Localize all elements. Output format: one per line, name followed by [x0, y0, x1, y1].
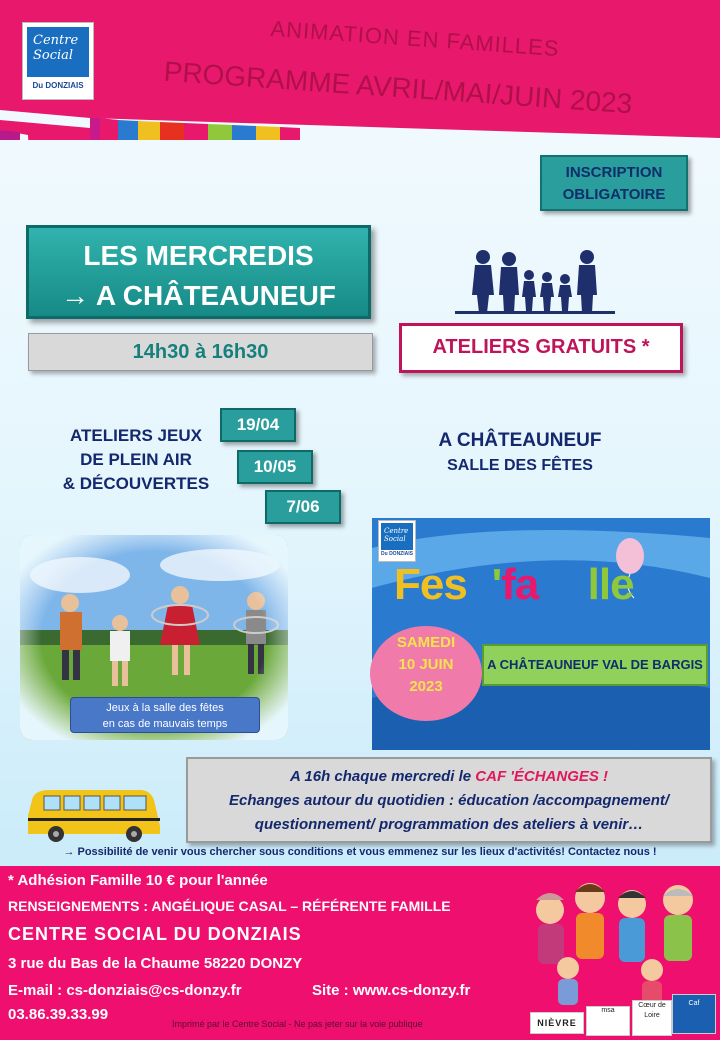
caf-logo: Caf	[672, 994, 716, 1034]
happy-family-illustration	[520, 870, 718, 1008]
caf-highlight: CAF 'ÉCHANGES !	[475, 768, 609, 785]
festi-title-part: mi	[538, 560, 588, 609]
footer-site[interactable]: Site : www.cs-donzy.fr	[312, 982, 471, 999]
inscription-line2: OBLIGATOIRE	[562, 186, 666, 203]
footer-adresse: 3 rue du Bas de la Chaume 58220 DONZY	[8, 955, 303, 972]
festi-date: 10 JUIN	[398, 656, 454, 673]
caf-line1: A 16h chaque mercredi le	[289, 768, 476, 785]
date-badge-3: 7/06	[265, 490, 341, 524]
ateliers-gratuits-badge: ATELIERS GRATUITS *	[399, 323, 683, 373]
lieu-line1: A CHÂTEAUNEUF	[438, 430, 602, 451]
festi-logo-text: Centre Social	[381, 523, 413, 550]
logo-subtitle: Du DONZIAIS	[32, 81, 84, 90]
festi-title-part: '	[491, 560, 502, 609]
footer-tel: 03.86.39.33.99	[8, 1006, 109, 1023]
footer-email[interactable]: E-mail : cs-donziais@cs-donzy.fr	[8, 982, 242, 999]
lieu-line2: SALLE DES FÊTES	[447, 457, 593, 474]
coeur-de-loire-logo: Cœur de Loire	[632, 1000, 672, 1036]
festi-date-circle	[370, 626, 482, 721]
footer-adhesion: * Adhésion Famille 10 € pour l'année	[8, 872, 268, 889]
mercredis-line2: → A CHÂTEAUNEUF	[61, 280, 336, 311]
transport-note: → Possibilité de venir vous chercher sous conditions et vous emmenez sur les lieux d'activités! Contactez nous !	[63, 846, 657, 858]
date-badge-1: 19/04	[220, 408, 296, 442]
school-bus-icon	[20, 786, 170, 844]
festi-samedi: SAMEDI	[396, 634, 456, 651]
horaire-box: 14h30 à 16h30	[28, 333, 373, 371]
mercredis-line1: LES MERCREDIS	[83, 240, 314, 271]
ateliers-line3: & DÉCOUVERTES	[62, 474, 210, 493]
header-title-line1: ANIMATION EN FAMILLES	[269, 15, 561, 62]
festi-title	[394, 560, 704, 610]
footer-imprime: Imprimé par le Centre Social - Ne pas jeter sur la voie publique	[172, 1019, 423, 1029]
footer-centre: CENTRE SOCIAL DU DONZIAIS	[8, 924, 302, 944]
photo-caption-line2: en cas de mauvais temps	[102, 718, 228, 730]
festi-logo	[378, 520, 416, 562]
caf-line3: questionnement/ programmation des ateliers à venir…	[254, 816, 644, 833]
festi-year: 2023	[409, 678, 443, 695]
family-silhouette-icon	[455, 245, 615, 315]
photo-caption-line1: Jeux à la salle des fêtes	[106, 702, 224, 714]
ateliers-line2: DE PLEIN AIR	[80, 450, 192, 469]
nievre-logo: NIÈVRE	[530, 1012, 584, 1034]
caf-line2: Echanges autour du quotidien : éducation /accompagnement/	[228, 792, 670, 809]
ateliers-jeux-text	[36, 424, 236, 496]
date-badge-2: 10/05	[237, 450, 313, 484]
lieu-text	[410, 428, 630, 478]
ateliers-line1: ATELIERS JEUX	[70, 426, 202, 445]
caf-echanges-box	[186, 757, 712, 843]
mercredis-banner	[26, 225, 371, 319]
inscription-badge	[540, 155, 688, 211]
photo-caption	[70, 697, 260, 733]
footer-renseignements: RENSEIGNEMENTS : ANGÉLIQUE CASAL – RÉFÉRENTE FAMILLE	[8, 898, 451, 914]
inscription-line1: INSCRIPTION	[565, 164, 663, 181]
festi-logo-subtitle: Du DONZIAIS	[381, 551, 413, 557]
festi-title-part: Fes	[394, 560, 467, 609]
festi-title-part: ti	[466, 560, 492, 609]
logo-text: Centre Social	[27, 27, 89, 77]
festi-title-part: fa	[501, 560, 539, 609]
centre-social-logo	[22, 22, 94, 100]
festi-title-part: lle	[587, 560, 634, 609]
header-title-line2: PROGRAMME AVRIL/MAI/JUIN 2023	[162, 55, 634, 120]
festi-lieu: A CHÂTEAUNEUF VAL DE BARGIS	[482, 644, 708, 686]
msa-logo: msa	[586, 1006, 630, 1036]
